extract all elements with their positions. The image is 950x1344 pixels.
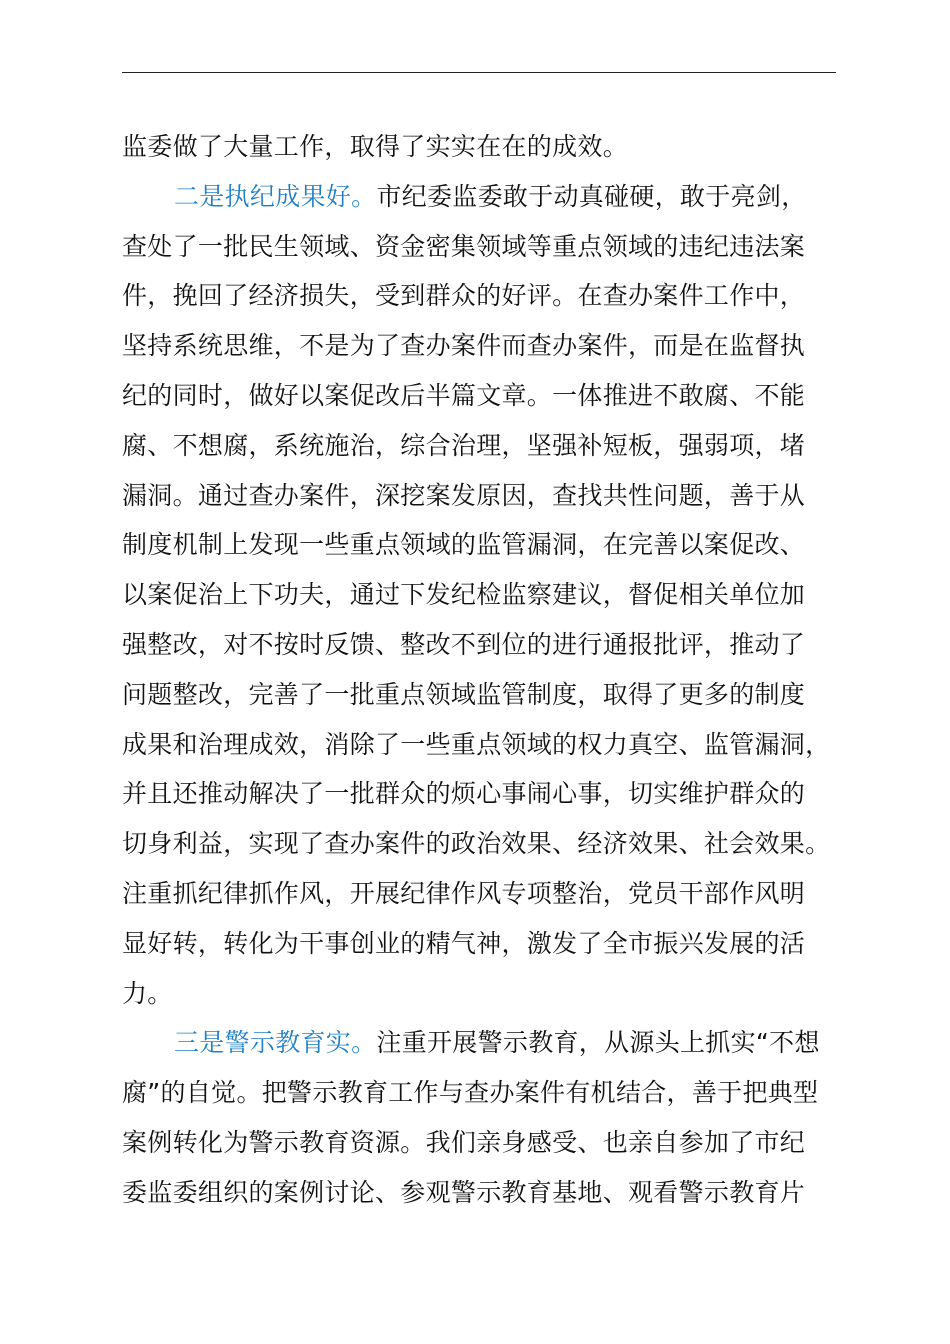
line-text: 腐”的自觉。把警示教育工作与查办案件有机结合，善于把典型 [122,1078,819,1108]
line-text: 切身利益，实现了查办案件的政治效果、经济效果、社会效果。 [122,829,831,859]
line-text: 以案促治上下功夫，通过下发纪检监察建议，督促相关单位加 [122,580,806,610]
header-rule [122,72,836,73]
line-text: 查处了一批民生领域、资金密集领域等重点领域的违纪违法案 [122,231,806,261]
line-text: 注重抓纪律抓作风，开展纪律作风专项整治，党员干部作风明 [122,878,806,908]
line-text: 件，挽回了经济损失，受到群众的好评。在查办案件工作中， [122,281,806,311]
text-line [122,371,882,421]
line-text: 成果和治理成效，消除了一些重点领域的权力真空、监管漏洞， [122,729,831,759]
line-text: 并且还推动解决了一批群众的烦心事闹心事，切实维护群众的 [122,779,806,809]
text-line [122,321,882,371]
line-text: 力。 [122,978,173,1008]
text-line [122,969,882,1019]
line-text: 纪的同时，做好以案促改后半篇文章。一体推进不敢腐、不能 [122,380,806,410]
text-line [122,222,882,272]
paragraph-start-line [122,172,882,222]
document-body [122,122,882,1218]
text-line [122,819,882,869]
section-lead-heading: 二是执纪成果好。 [174,181,377,211]
text-line [122,869,882,919]
line-text: 坚持系统思维，不是为了查办案件而查办案件，而是在监督执 [122,331,806,361]
line-text: 监委做了大量工作，取得了实实在在的成效。 [122,132,629,161]
line-text: 案例转化为警示教育资源。我们亲身感受、也亲自参加了市纪 [122,1127,806,1157]
line-text: 强整改，对不按时反馈、整改不到位的进行通报批评，推动了 [122,629,806,659]
text-line [122,570,882,620]
line-text: 制度机制上发现一些重点领域的监管漏洞，在完善以案促改、 [122,530,806,560]
line-text: 注重开展警示教育，从源头上抓实“不想 [376,1028,820,1058]
text-line [122,1118,882,1168]
line-text: 委监委组织的案例讨论、参观警示教育基地、观看警示教育片 [122,1177,806,1207]
text-line [122,769,882,819]
text-line [122,471,882,521]
text-line [122,1068,882,1118]
paragraph-start-line [122,1018,882,1068]
line-text: 腐、不想腐，系统施治，综合治理，坚强补短板，强弱项，堵 [122,430,806,460]
text-line [122,720,882,770]
line-text: 问题整改，完善了一批重点领域监管制度，取得了更多的制度 [122,679,806,709]
text-line [122,620,882,670]
text-line [122,919,882,969]
text-line [122,271,882,321]
line-text: 显好转，转化为干事创业的精气神，激发了全市振兴发展的活 [122,928,806,958]
section-lead-heading: 三是警示教育实。 [174,1028,377,1058]
line-text: 漏洞。通过查办案件，深挖案发原因，查找共性问题，善于从 [122,480,806,510]
text-line [122,122,882,172]
text-line [122,520,882,570]
text-line [122,670,882,720]
line-text: 市纪委监委敢于动真碰硬，敢于亮剑， [376,181,807,211]
text-line [122,421,882,471]
text-line [122,1168,882,1218]
